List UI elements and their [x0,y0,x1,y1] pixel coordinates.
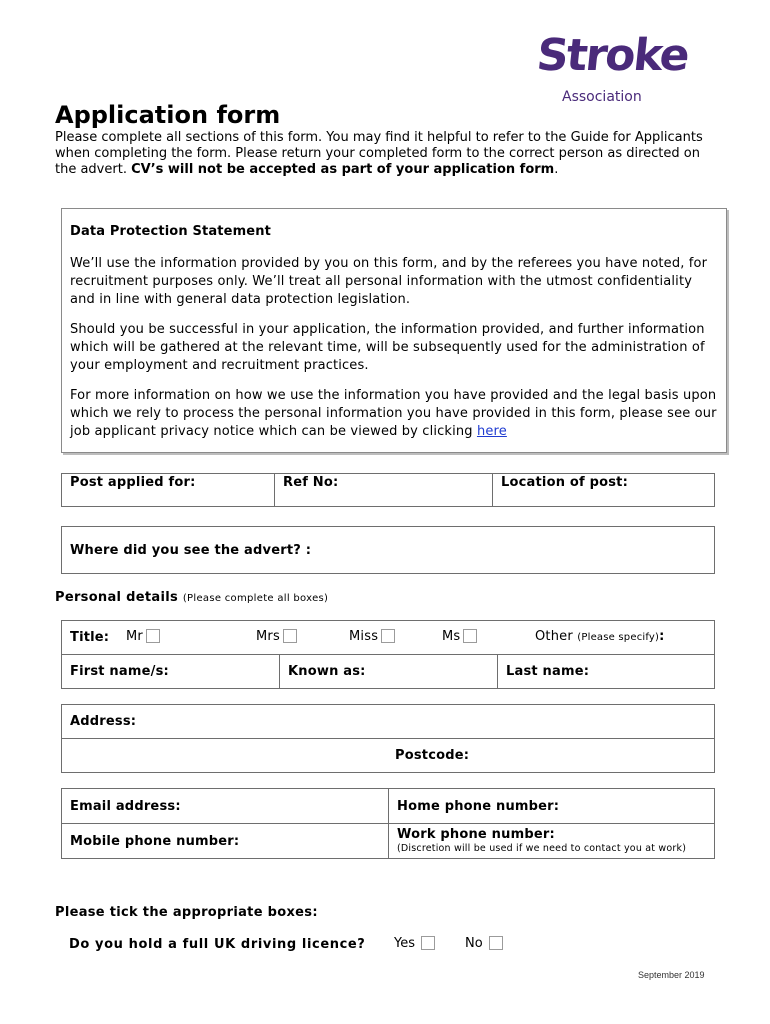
title-option-mrs[interactable]: Mrs [256,629,297,644]
contact-table [61,788,715,859]
data-protection-heading: Data Protection Statement [70,224,272,239]
title-option-miss[interactable]: Miss [349,629,395,644]
data-protection-box [61,208,727,453]
known-as-field[interactable]: Known as: [280,655,498,689]
advert-source-field[interactable]: Where did you see the advert? : [62,527,715,574]
postcode-field[interactable]: Postcode: [62,739,715,773]
post-applied-field[interactable]: Post applied for: [62,474,275,507]
personal-details-note: (Please complete all boxes) [182,593,329,604]
work-phone-note: (Discretion will be used if we need to contact you at work) [397,842,687,854]
privacy-notice-link[interactable]: here [476,424,507,439]
title-option-mr[interactable]: Mr [126,629,160,644]
data-protection-para-3: For more information on how we use the information you have provided and the legal basis upon which we rely to process the personal information you have provided in this form, please see our job applicant privacy notice which can be viewed by clicking here [70,388,717,439]
advert-table [61,526,715,574]
mobile-phone-field[interactable]: Mobile phone number: [62,824,389,859]
driving-licence-question: Do you hold a full UK driving licence? [69,937,366,952]
intro-paragraph [55,130,715,178]
title-label: Title: [70,630,110,645]
title-row [62,621,715,655]
data-protection-para-1: We’ll use the information provided by you on this form, and by the referees you have noted, for recruitment purposes only. We’ll treat all personal information with the utmost confidentiality and in line with general data protection legislation. [70,256,708,307]
stroke-association-logo [533,30,693,110]
intro-text: Please complete all sections of this form. You may find it helpful to refer to the Guide for Applicants when completing the form. Please return your completed form to the correct person as directed on the advert. [55,130,703,177]
ms-checkbox[interactable] [463,629,477,643]
mr-checkbox[interactable] [146,629,160,643]
miss-checkbox[interactable] [381,629,395,643]
no-checkbox[interactable] [489,936,503,950]
logo-subtitle: Association [562,89,642,105]
home-phone-field[interactable]: Home phone number: [389,789,715,824]
title-option-ms[interactable]: Ms [442,629,477,644]
personal-details-heading: Personal details (Please complete all boxes) [55,590,329,605]
personal-table [61,620,715,689]
tick-boxes-heading: Please tick the appropriate boxes: [55,905,318,920]
intro-end: . [554,162,559,177]
mrs-checkbox[interactable] [283,629,297,643]
driving-licence-no[interactable]: No [465,936,503,951]
address-field[interactable]: Address: [62,705,715,739]
last-name-field[interactable]: Last name: [498,655,715,689]
title-option-other[interactable]: Other (Please specify): [535,629,665,644]
email-field[interactable]: Email address: [62,789,389,824]
page-title: Application form [55,101,281,129]
address-table [61,704,715,773]
yes-checkbox[interactable] [421,936,435,950]
work-phone-field[interactable]: Work phone number: (Discretion will be used if we need to contact you at work) [389,824,715,859]
data-protection-para-2: Should you be successful in your application, the information provided, and further information which will be gathered at the relevant time, will be subsequently used for the administration of your employment and recruitment practices. [70,322,705,373]
ref-no-field[interactable]: Ref No: [275,474,493,507]
driving-licence-yes[interactable]: Yes [394,936,435,951]
location-field[interactable]: Location of post: [493,474,715,507]
footer-date: September 2019 [638,970,705,980]
intro-cv-warning: CV’s will not be accepted as part of your application form [131,162,555,177]
logo-wordmark: Stroke [534,30,691,81]
post-table [61,473,715,507]
first-name-field[interactable]: First name/s: [62,655,280,689]
